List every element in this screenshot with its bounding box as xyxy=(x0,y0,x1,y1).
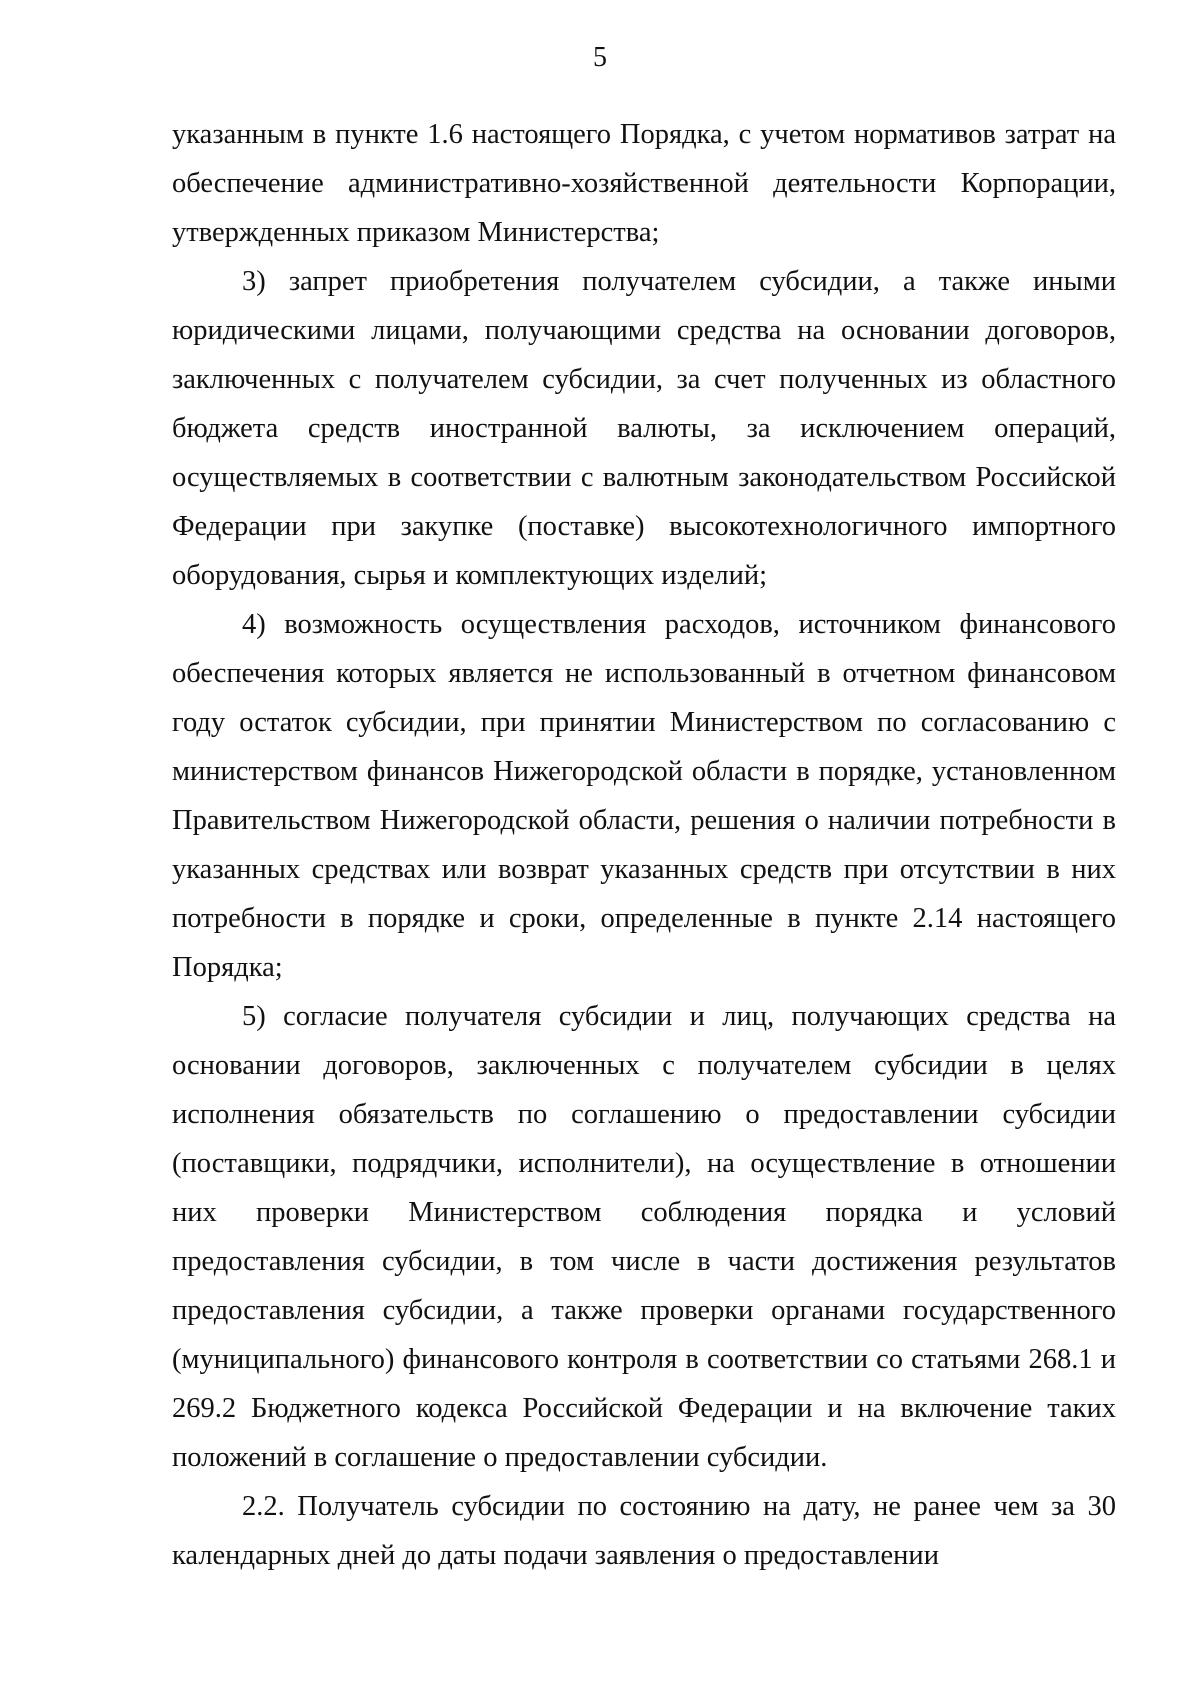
paragraph-item-4: 4) возможность осуществления расходов, источником финансового обеспечения которых является не использованный в отчетном финансовом году остаток субсидии, при принятии Министерством по согласованию с министерством финансов Нижегородской области в порядке, установленном Правительством Нижегородской области, решения о наличии потребности в указанных средствах или возврат указанных средств при отсутствии в них потребности в порядке и сроки, определенные в пункте 2.14 настоящего Порядка; xyxy=(172,609,1116,983)
paragraph-item-3: 3) запрет приобретения получателем субсидии, а также иными юридическими лицами, получающими средства на основании договоров, заключенных с получателем субсидии, за счет полученных из областного бюджета средств иностранной валюты, за исключением операций, осуществляемых в соответствии с валютным законодательством Российской Федерации при закупке (поставке) высокотехнологичного импортного оборудования, сырья и комплектующих изделий; xyxy=(172,266,1116,591)
page-number: 5 xyxy=(593,42,607,73)
document-body xyxy=(172,110,1116,1580)
paragraph-item-5: 5) согласие получателя субсидии и лиц, получающих средства на основании договоров, заключенных с получателем субсидии в целях исполнения обязательств по соглашению о предоставлении субсидии (поставщики, подрядчики, исполнители), на осуществление в отношении них проверки Министерством соблюдения порядка и условий предоставления субсидии, в том числе в части достижения результатов предоставления субсидии, а также проверки органами государственного (муниципального) финансового контроля в соответствии со статьями 268.1 и 269.2 Бюджетного кодекса Российской Федерации и на включение таких положений в соглашение о предоставлении субсидии. xyxy=(172,1001,1116,1473)
paragraph-continuation: указанным в пункте 1.6 настоящего Порядка, с учетом нормативов затрат на обеспечение административно-хозяйственной деятельности Корпорации, утвержденных приказом Министерства; xyxy=(172,119,1116,248)
paragraph-2-2: 2.2. Получатель субсидии по состоянию на дату, не ранее чем за 30 календарных дней до даты подачи заявления о предоставлении xyxy=(172,1491,1116,1571)
